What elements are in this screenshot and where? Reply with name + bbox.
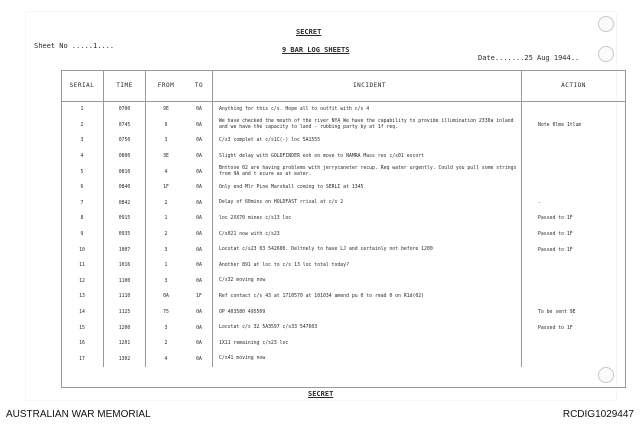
cell-time: 0935 — [104, 227, 146, 243]
cell-action — [522, 180, 627, 196]
cell-time: 1110 — [104, 289, 146, 305]
log-table — [61, 70, 626, 367]
date-label: Date....... — [478, 54, 525, 62]
cell-action — [522, 149, 627, 165]
cell-action — [522, 289, 627, 305]
cell-action: To be sent 9E — [538, 310, 576, 316]
date-field: Date.......25 Aug 1944.. — [478, 54, 580, 62]
cell-from: 4 — [164, 356, 168, 362]
cell-to: 0A — [186, 242, 213, 258]
cell-time: 0700 — [104, 102, 146, 118]
cell-to: 0A — [186, 149, 213, 165]
cell-to: 0A — [186, 133, 213, 149]
cell-from: 3 — [164, 247, 168, 253]
cell-incident: C/s41 moving now — [213, 352, 522, 368]
archive-footer — [0, 407, 640, 424]
cell-to: 0A — [186, 320, 213, 336]
cell-time: 0750 — [104, 133, 146, 149]
cell-incident: Bnttove 02 are having problems with jerrycaneter recup. Req water urgently. Could you pull some strings from 9A and t ecure as at eater. — [213, 164, 522, 180]
cell-incident: We have checked the mouth of the river NYA We have the capability to provide illumination 2330a inland and we have the capacity to land - rubbing party by at 1f req. — [213, 118, 522, 134]
table-row — [61, 164, 626, 180]
table-row — [61, 289, 626, 305]
cell-from: 2 — [164, 232, 168, 238]
cell-serial: 1 — [61, 102, 104, 118]
cell-serial: 5 — [61, 164, 104, 180]
cell-to: 0A — [186, 164, 213, 180]
cell-from: 4 — [164, 169, 168, 175]
cell-action — [522, 274, 627, 290]
table-row — [61, 274, 626, 290]
footer-source: AUSTRALIAN WAR MEMORIAL — [6, 409, 151, 420]
cell-time: 0800 — [104, 149, 146, 165]
cell-to: 0A — [186, 336, 213, 352]
cell-time: 0810 — [104, 164, 146, 180]
cell-time: 1302 — [104, 352, 146, 368]
cell-action: Passed to 1F — [538, 216, 573, 222]
table-row — [61, 133, 626, 149]
cell-action — [522, 133, 627, 149]
cell-incident: Locstat c/s23 03 542600. Deltnely to have LJ and certainly not before 1200 — [213, 242, 522, 258]
header-from: FROM — [146, 70, 187, 102]
table-row — [61, 242, 626, 258]
cell-incident: Anything for this c/s. Hope all to outfit with c/s 4 — [213, 102, 522, 118]
cell-incident: Another 891 at loc to c/s 13 loc total today? — [213, 258, 522, 274]
table-row — [61, 352, 626, 368]
cell-incident: Locstat c/s 32 5A3597 c/s33 547603 — [213, 320, 522, 336]
cell-from: 3 — [164, 138, 168, 144]
sheet-label: Sheet No ..... — [34, 42, 94, 50]
cell-serial: 4 — [61, 149, 104, 165]
cell-action: Note 0lme 1tlum — [538, 122, 582, 128]
table-row — [61, 305, 626, 321]
log-table-body — [61, 102, 626, 368]
page-title: 9 BAR LOG SHEETS — [282, 46, 350, 54]
table-row — [61, 196, 626, 212]
cell-action — [522, 258, 627, 274]
header-time: TIME — [104, 70, 146, 102]
cell-from: 9 — [164, 122, 168, 128]
cell-from: 1 — [164, 216, 168, 222]
table-row — [61, 211, 626, 227]
cell-from: 3E — [163, 154, 169, 160]
cell-action: Passed to 1F — [538, 232, 573, 238]
cell-from: 9E — [163, 107, 169, 113]
table-row — [61, 227, 626, 243]
classification-top: SECRET — [296, 28, 322, 36]
cell-action: Passed to 1F — [538, 247, 573, 253]
cell-serial: 16 — [61, 336, 104, 352]
table-row — [61, 320, 626, 336]
cell-to: 0A — [186, 102, 213, 118]
sheet-number-value: 1 — [93, 42, 98, 50]
cell-time: 1125 — [104, 305, 146, 321]
table-row — [61, 180, 626, 196]
footer-reference: RCDIG1029447 — [562, 409, 634, 420]
cell-from: 2 — [164, 341, 168, 347]
cell-incident: C/s021 now with c/s23 — [213, 227, 522, 243]
cell-action — [522, 352, 627, 368]
cell-incident: Only end Mlr Pine Marshall coming to SERLI at 1345 — [213, 180, 522, 196]
cell-to: 0A — [186, 305, 213, 321]
cell-serial: 9 — [61, 227, 104, 243]
cell-incident: Delay of 60mins on HOLDFAST rrival at c/s 2 — [213, 196, 522, 212]
cell-from: 1F — [163, 185, 169, 191]
cell-time: 0745 — [104, 118, 146, 134]
cell-time: 1201 — [104, 336, 146, 352]
cell-serial: 7 — [61, 196, 104, 212]
cell-to: 0A — [186, 227, 213, 243]
cell-to: 1F — [186, 289, 213, 305]
cell-to: 0A — [186, 196, 213, 212]
header-serial: SERIAL — [61, 70, 104, 102]
cell-to: 0A — [186, 211, 213, 227]
cell-incident: Ref contact c/s 43 at 1710570 at 101034 amend pu 0 to read 0 on R1d(02) — [213, 289, 522, 305]
cell-from: 75 — [163, 310, 169, 316]
sheet-number: Sheet No .....1.... — [34, 42, 115, 50]
header-to: TO — [186, 70, 213, 102]
table-row — [61, 102, 626, 118]
cell-to: 0A — [186, 118, 213, 134]
cell-to: 0A — [186, 258, 213, 274]
cell-action — [522, 336, 627, 352]
cell-time: 1007 — [104, 242, 146, 258]
cell-serial: 8 — [61, 211, 104, 227]
cell-time: 1200 — [104, 320, 146, 336]
punch-hole — [598, 16, 614, 32]
cell-serial: 3 — [61, 133, 104, 149]
cell-from: 2 — [164, 200, 168, 206]
cell-to: 0A — [186, 352, 213, 368]
cell-incident: loc 2XX70 mines c/s13 loc — [213, 211, 522, 227]
table-row — [61, 118, 626, 134]
cell-time: 1100 — [104, 274, 146, 290]
punch-hole — [598, 367, 614, 383]
cell-serial: 12 — [61, 274, 104, 290]
cell-serial: 13 — [61, 289, 104, 305]
date-value: 25 Aug 1944 — [524, 54, 571, 62]
cell-action — [522, 102, 627, 118]
cell-serial: 2 — [61, 118, 104, 134]
cell-from: 1 — [164, 263, 168, 269]
cell-serial: 6 — [61, 180, 104, 196]
cell-incident: Slight delay with GOLDFINDER exh on move to NAMRA Mass res c/s01 escort — [213, 149, 522, 165]
header-action: ACTION — [522, 70, 627, 102]
cell-incident: C/s3 complet at c/s1C(-) loc 5A1555 — [213, 133, 522, 149]
cell-incident: 1X11 remaining c/s23 loc — [213, 336, 522, 352]
cell-incident: C/s32 moving now — [213, 274, 522, 290]
cell-from: 0A — [163, 294, 169, 300]
cell-serial: 15 — [61, 320, 104, 336]
punch-hole — [598, 46, 614, 62]
cell-from: 3 — [164, 278, 168, 284]
cell-time: 0840 — [104, 180, 146, 196]
cell-time: 0915 — [104, 211, 146, 227]
header-incident: INCIDENT — [213, 70, 522, 102]
table-header-row — [61, 70, 626, 102]
cell-incident: OP 403580 495509 — [213, 305, 522, 321]
cell-action: - — [538, 200, 541, 206]
table-row — [61, 258, 626, 274]
classification-bottom: SECRET — [308, 390, 334, 398]
table-row — [61, 336, 626, 352]
cell-to: 0A — [186, 180, 213, 196]
cell-action: Passed to 1F — [538, 325, 573, 331]
cell-serial: 11 — [61, 258, 104, 274]
cell-action — [522, 164, 627, 180]
cell-to: 0A — [186, 274, 213, 290]
cell-from: 3 — [164, 325, 168, 331]
log-sheet — [26, 12, 616, 400]
cell-serial: 17 — [61, 352, 104, 368]
cell-serial: 14 — [61, 305, 104, 321]
cell-serial: 10 — [61, 242, 104, 258]
cell-time: 1016 — [104, 258, 146, 274]
table-row — [61, 149, 626, 165]
cell-time: 0842 — [104, 196, 146, 212]
